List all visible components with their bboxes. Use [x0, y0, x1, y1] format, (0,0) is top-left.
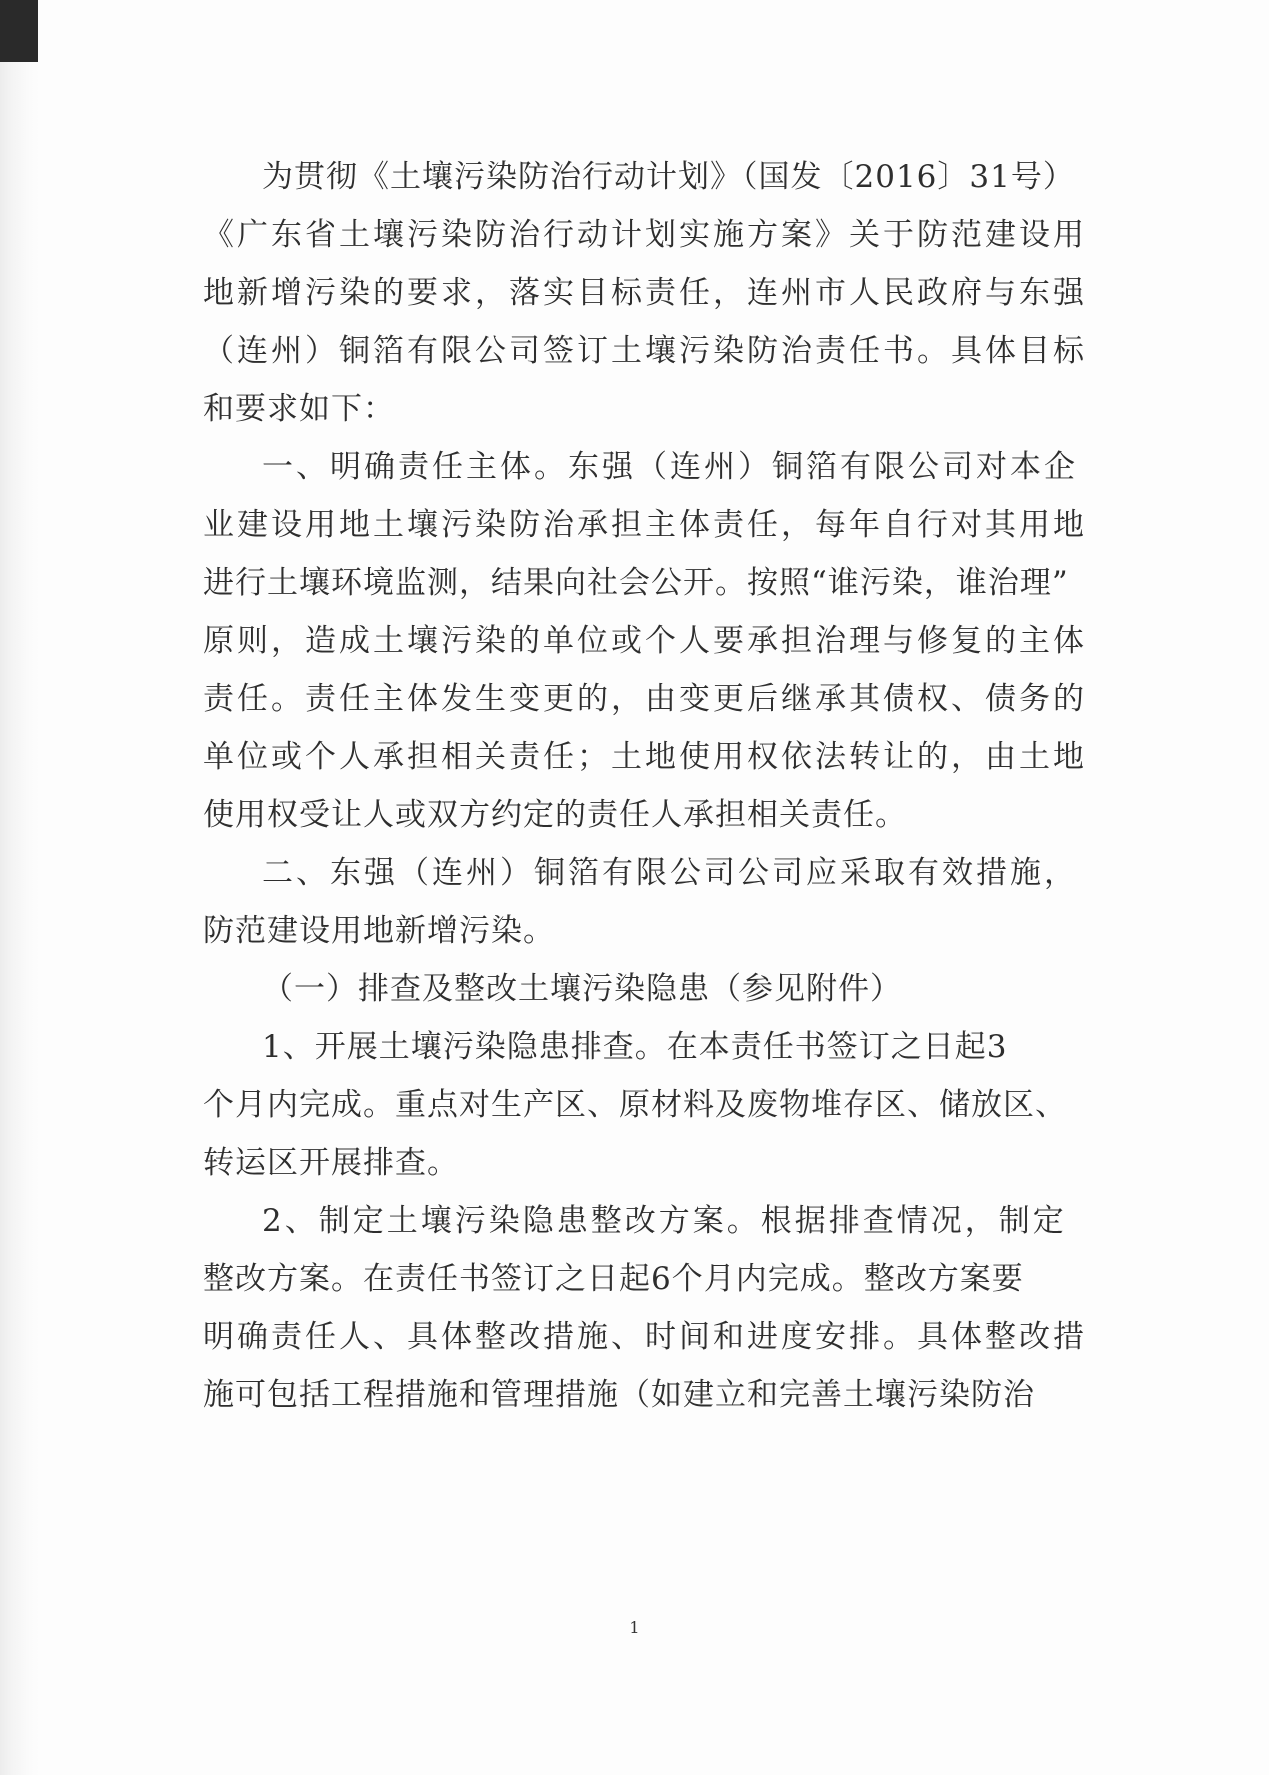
paragraph-line: 使用权受让人或双方约定的责任人承担相关责任。 — [203, 797, 907, 833]
paragraph-line: 责任。责任主体发生变更的，由变更后继承其债权、债务的 — [203, 681, 1087, 717]
paragraph-line: 单位或个人承担相关责任；土地使用权依法转让的，由土地 — [203, 739, 1087, 775]
paragraph-line: 一、明确责任主体。东强（连州）铜箔有限公司对本企 — [262, 449, 1078, 485]
paragraph-line: 业建设用地土壤污染防治承担主体责任，每年自行对其用地 — [203, 507, 1087, 543]
paragraph-line: 进行土壤环境监测，结果向社会公开。按照“谁污染，谁治理” — [203, 565, 1069, 601]
paragraph-line: 1、开展土壤污染隐患排查。在本责任书签订之日起3 — [262, 1029, 1008, 1065]
paragraph-line: 2、制定土壤污染隐患整改方案。根据排查情况，制定 — [262, 1203, 1067, 1239]
paragraph-line: 施可包括工程措施和管理措施（如建立和完善土壤污染防治 — [203, 1377, 1035, 1413]
paragraph-line: 防范建设用地新增污染。 — [203, 913, 555, 949]
page-number: 1 — [629, 1618, 640, 1637]
paragraph-line: 原则，造成土壤污染的单位或个人要承担治理与修复的主体 — [203, 623, 1087, 659]
paragraph-line: 个月内完成。重点对生产区、原材料及废物堆存区、储放区、 — [203, 1087, 1067, 1123]
section-heading: （一）排查及整改土壤污染隐患（参见附件） — [262, 971, 902, 1007]
paragraph-line: 地新增污染的要求，落实目标责任，连州市人民政府与东强 — [203, 275, 1087, 311]
paragraph-line: 二、东强（连州）铜箔有限公司公司应采取有效措施， — [262, 855, 1078, 891]
paragraph-line: 和要求如下： — [203, 391, 395, 427]
paragraph-line: （连州）铜箔有限公司签订土壤污染防治责任书。具体目标 — [203, 333, 1087, 369]
paragraph-line: 为贯彻《土壤污染防治行动计划》（国发〔2016〕31号） — [262, 159, 1075, 195]
paragraph-line: 明确责任人、具体整改措施、时间和进度安排。具体整改措 — [203, 1319, 1087, 1355]
paragraph-line: 整改方案。在责任书签订之日起6个月内完成。整改方案要 — [203, 1261, 1024, 1297]
paragraph-line: 转运区开展排查。 — [203, 1145, 459, 1181]
paragraph-line: 《广东省土壤污染防治行动计划实施方案》关于防范建设用 — [203, 217, 1087, 253]
